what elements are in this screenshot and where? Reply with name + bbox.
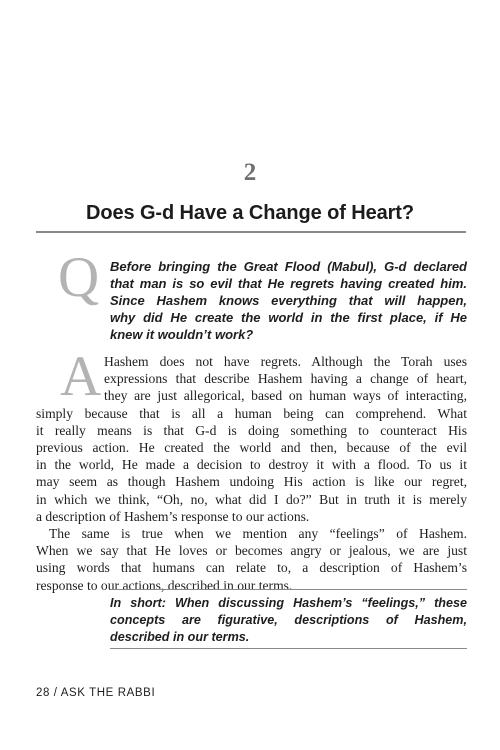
answer-line: previous action. He created the world and then, because of the evil <box>36 440 467 456</box>
answer-line: in which we think, “Oh, no, what did I do?” But in truth it is merely <box>36 491 467 507</box>
summary-top-rule <box>110 589 467 590</box>
page-footer: 28 / ASK THE RABBI <box>36 687 156 699</box>
answer-line: Hashem does not have regrets. Although the Torah uses <box>104 354 467 369</box>
answer-line: using words that humans can relate to, a description of Hashem’s <box>36 560 467 576</box>
question-line: knew it wouldn’t work? <box>110 327 254 342</box>
title-divider <box>36 231 466 233</box>
summary-line: concepts are figurative, descriptions of Hashem, <box>110 613 467 627</box>
question-dropcap: Q <box>58 246 100 309</box>
answer-line: simply because that is all a human being can comprehend. What <box>36 405 467 421</box>
question-line: that man is so evil that He regrets having created him. <box>110 276 467 291</box>
summary-text <box>110 595 467 646</box>
summary-bottom-rule <box>110 648 467 649</box>
answer-line: When we say that He loves or becomes angry or jealous, we are just <box>36 543 467 559</box>
answer-line: may seem as though Hashem undoing His action is like our regret, <box>36 474 467 490</box>
question-line: why did He create the world in the first place, if He <box>110 310 467 325</box>
question-line: Since Hashem knows everything that will happen, <box>110 293 467 308</box>
answer-line: response to our actions, described in our terms. <box>36 577 293 593</box>
answer-line: a description of Hashem’s response to our actions. <box>36 508 310 524</box>
answer-line: in the world, He made a decision to destroy it with a flood. To us it <box>36 457 467 473</box>
answer-line: it really means is that G-d is doing something to counteract His <box>36 422 467 438</box>
summary-line: In short: When discussing Hashem’s “feelings,” these <box>110 596 467 610</box>
question-line: Before bringing the Great Flood (Mabul), G-d declared <box>110 259 467 274</box>
answer-line: they are just allegorical, based on human ways of interacting, <box>104 388 467 404</box>
chapter-number: 2 <box>243 159 257 186</box>
question-text <box>110 258 467 343</box>
answer-text <box>36 353 467 594</box>
answer-dropcap: A <box>60 345 102 408</box>
summary-line: described in our terms. <box>110 630 250 644</box>
answer-line: The same is true when we mention any “feelings” of Hashem. <box>49 526 467 542</box>
chapter-title: Does G-d Have a Change of Heart? <box>86 202 414 224</box>
answer-line: expressions that describe Hashem having a change of heart, <box>104 371 467 387</box>
